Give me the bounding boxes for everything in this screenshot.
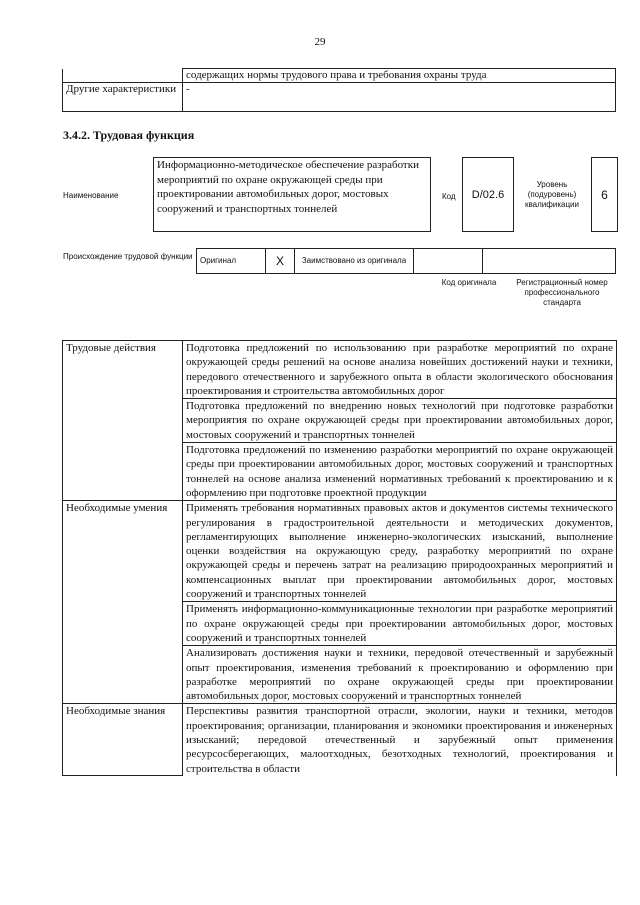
code-label: Код [442, 192, 456, 201]
top-table-row [63, 69, 616, 83]
borrowed-label: Заимствовано из оригинала [295, 249, 414, 274]
other-characteristics-label: Другие характеристики [63, 83, 183, 112]
function-name-box: Информационно-методическое обеспечение разработки мероприятий по охране окружающей среды при проектировании автомобильных дорог, мостовых сооружений и транспортных тоннелей [153, 157, 431, 232]
labor-action-item: Подготовка предложений по внедрению новых технологий при подготовке разработки мероприятия по охране окружающей среды при проектировании автомобильных дорог, мостовых сооружений и транспортных тоннелей [183, 399, 617, 443]
reg-number-caption: Регистрационный номер профессионального стандарта [516, 278, 608, 307]
top-table-text-cell: содержащих нормы трудового права и требования охраны труда [183, 69, 616, 83]
labor-action-item: Подготовка предложений по изменению разработки мероприятий по охране окружающей среды при проектировании автомобильных дорог, мостовых сооружений и транспортных тоннелей на основе анализа изменений нормативных требований к проектированию и к оформлению при подготовке проектной продукции [183, 443, 617, 501]
page-number: 29 [314, 36, 326, 48]
other-characteristics-value: - [183, 83, 616, 112]
function-code-box: D/02.6 [462, 157, 514, 232]
top-table-row [63, 83, 616, 112]
skill-item: Применять информационно-коммуникационные технологии при разработке мероприятий по охране окружающей среды при проектировании автомобильных дорог, мостовых сооружений и транспортных тоннелей [183, 602, 617, 646]
original-mark: X [266, 249, 295, 274]
skill-item: Анализировать достижения науки и техники, передовой отечественный и зарубежный опыт проектирования, изменения требований к проектированию и оформлению при разработке мероприятий по охране окружающей среды при проектировании автомобильных дорог, мостовых сооружений и транспортных тоннелей [183, 646, 617, 704]
skill-item: Применять требования нормативных правовых актов и документов системы технического регулирования в градостроительной деятельности и методических документов, регламентирующих выполнение инженерно-экологических изысканий, выполнение оценки воздействия на окружающую среду, разработку мероприятий по охране окружающей среды и перечень затрат на реализацию природоохранных мероприятий и компенсационных выплат при проектировании автомобильных дорог, мостовых сооружений и транспортных тоннелей [183, 501, 617, 602]
reg-number-cell [483, 249, 616, 274]
code-original-caption: Код оригинала [441, 278, 497, 287]
code-original-cell [414, 249, 483, 274]
original-label: Оригинал [197, 249, 266, 274]
level-label: Уровень (подуровень) квалификации [525, 180, 579, 209]
section-heading: 3.4.2. Трудовая функция [63, 128, 195, 142]
knowledge-label: Необходимые знания [63, 704, 183, 776]
table-row [63, 341, 617, 399]
top-table-empty-cell [63, 69, 183, 83]
origin-label: Происхождение трудовой функции [63, 252, 193, 261]
level-value-box: 6 [591, 157, 618, 232]
labor-action-item: Подготовка предложений по использованию при разработке мероприятий по охране окружающей среды решений на основе анализа новейших достижений науки и техники, передового отечественного и зарубежного опыта в области экологического обоснования проектирования и строительства автомобильных дорог [183, 341, 617, 399]
top-table [62, 68, 616, 112]
origin-row [197, 249, 616, 274]
table-row [63, 501, 617, 602]
table-row [63, 704, 617, 776]
main-table [62, 340, 617, 776]
knowledge-item: Перспективы развития транспортной отрасли, экологии, науки и техники, методов проектирования; организации, планирования и экономики проектирования и инженерных изысканий; передовой отечественный и зарубежный опыт применения ресурсосберегающих, малоотходных, безотходных технологий, проектирования и строительства в области [183, 704, 617, 776]
labor-actions-label: Трудовые действия [63, 341, 183, 501]
skills-label: Необходимые умения [63, 501, 183, 704]
name-label: Наименование [63, 191, 119, 200]
origin-table [196, 248, 616, 274]
